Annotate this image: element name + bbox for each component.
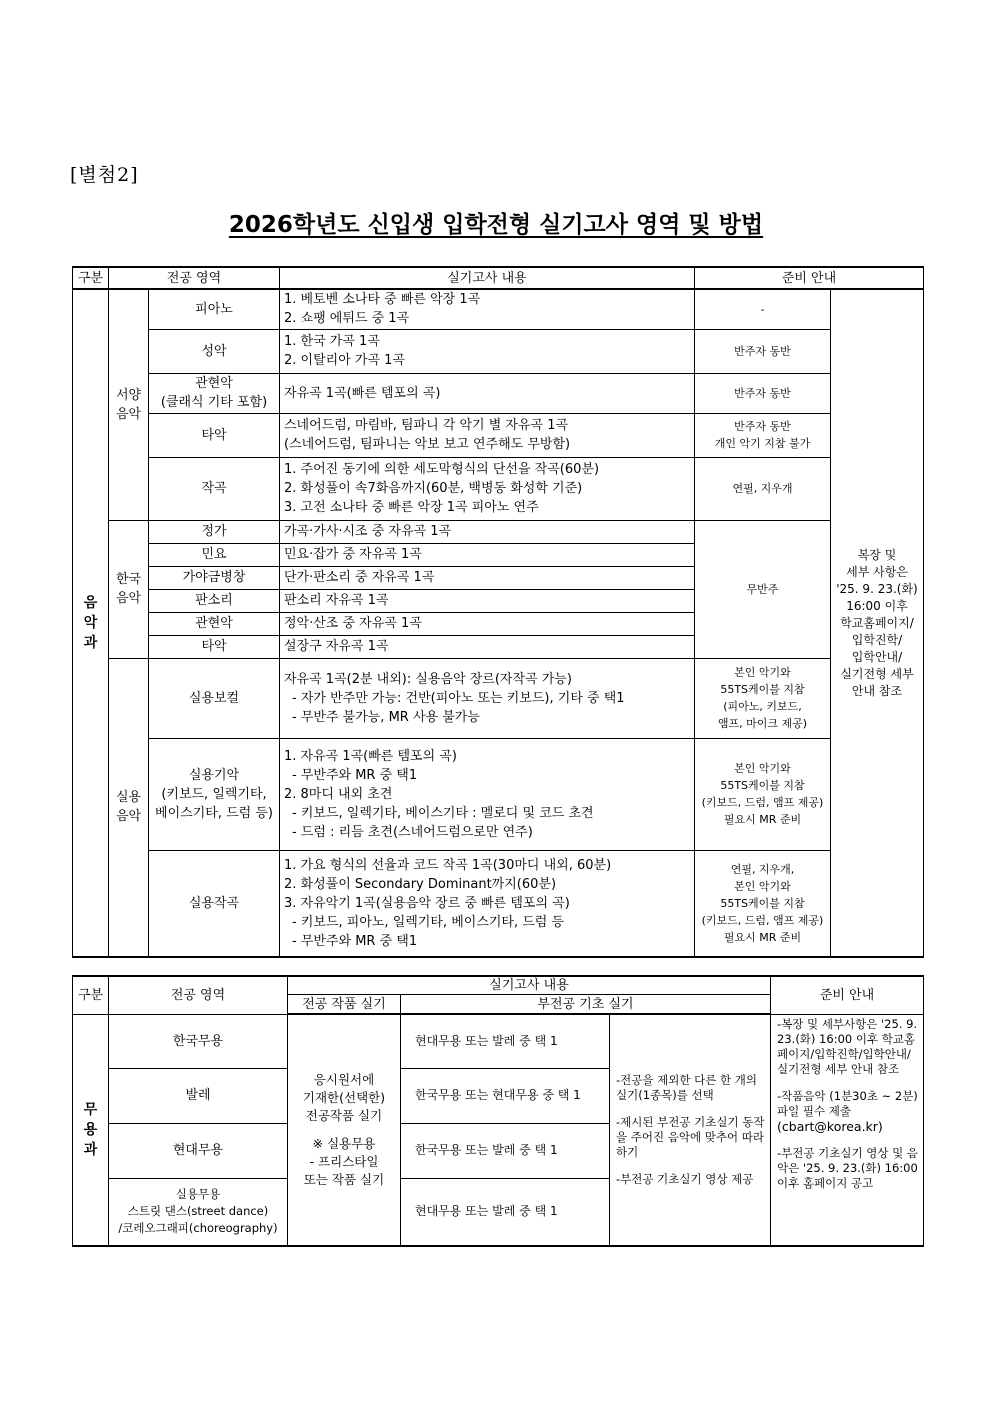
prep-line: 연필, 지우개,	[730, 862, 795, 876]
prep-cell	[695, 289, 831, 329]
group-label-line: 한국	[115, 572, 142, 587]
dance-exam-table	[72, 975, 924, 1247]
group-label	[109, 520, 149, 658]
content-line: - 자가 반주만 가능: 건반(피아노 또는 키보드), 기타 중 택1	[292, 690, 625, 706]
table-row	[73, 1014, 924, 1068]
table-row	[73, 850, 924, 957]
prep-line: -	[760, 302, 765, 316]
major-work-line: 또는 작품 실기	[303, 1172, 385, 1187]
prep-cell	[695, 850, 831, 957]
major-label: 정가	[201, 524, 227, 539]
major-label: 실용기악	[188, 767, 240, 783]
minor-note: -전공을 제외한 다른 한 개의 실기(1종목)를 선택	[616, 1073, 757, 1102]
content-line: - 무반주와 MR 중 택1	[292, 767, 418, 783]
dance-header-row-1	[73, 976, 924, 995]
major-label: 피아노	[195, 301, 233, 317]
content-line: 2. 화성풀이 속7화음까지(60분, 백병동 화성학 기준)	[284, 481, 583, 496]
major-work-line	[292, 1125, 396, 1135]
content-line: 자유곡 1곡(2분 내외): 실용음악 장르(자작곡 가능)	[284, 671, 572, 687]
prep-line: 반주자 동반	[734, 344, 791, 358]
content-cell	[280, 329, 695, 373]
prep-cell	[695, 658, 831, 738]
prep-cell	[695, 520, 831, 658]
content-line: 스네어드럼, 마림바, 팀파니 각 악기 별 자유곡 1곡	[284, 418, 569, 433]
content-line: 2. 8마디 내외 초견	[284, 786, 393, 802]
major-label: 실용보컬	[188, 690, 240, 706]
prep-cell	[695, 413, 831, 457]
prep-line: 개인 악기 지참 불가	[714, 437, 811, 450]
major-label: 발레	[185, 1088, 211, 1103]
major-cell	[149, 373, 280, 413]
minor-choice-cell: 현대무용 또는 발레 중 택 1	[401, 1014, 610, 1068]
content-line: 3. 자유악기 1곡(실용음악 장르 중 빠른 템포의 곡)	[284, 895, 570, 911]
major-work-line: - 프리스타일	[309, 1154, 379, 1169]
group-label-line: 서양	[115, 387, 142, 403]
content-line: 정악·산조 중 자유곡 1곡	[284, 616, 422, 631]
header-division: 구분	[73, 976, 109, 1014]
content-line: (스네어드럼, 팀파니는 악보 보고 연주해도 무방함)	[284, 437, 571, 452]
major-label: 실용무용	[175, 1187, 221, 1202]
content-line: 1. 주어진 동기에 의한 세도막형식의 단선을 작곡(60분)	[284, 462, 600, 477]
major-work-line: 응시원서에	[313, 1072, 375, 1087]
page-title: 2026학년도 신입생 입학전형 실기고사 영역 및 방법	[228, 212, 764, 238]
prep-line: 55TS케이블 지참	[720, 779, 805, 792]
notes-line: 16:00 이후	[846, 598, 908, 613]
minor-choice-cell: 한국무용 또는 현대무용 중 택 1	[401, 1068, 610, 1123]
prep-note: -작품음악 (1분30초 ~ 2분) 파일 필수 제출	[777, 1088, 918, 1118]
major-cell	[149, 850, 280, 957]
spacer	[777, 1077, 919, 1089]
major-label: 실용작곡	[188, 895, 240, 911]
content-line: 3. 고전 소나타 중 빠른 악장 1곡 피아노 연주	[284, 500, 539, 515]
department-label	[73, 289, 109, 957]
spacer	[777, 1134, 919, 1146]
major-label: /코레오그래피(choreography)	[118, 1221, 278, 1236]
department-char: 무	[83, 1101, 98, 1118]
major-label: 작곡	[201, 481, 227, 496]
prep-line: (키보드, 드럼, 앰프 제공)	[701, 796, 824, 809]
prep-line: 55TS케이블 지참	[720, 896, 805, 910]
major-cell	[149, 589, 280, 612]
major-cell	[149, 329, 280, 373]
header-content: 실기고사 내용	[288, 976, 771, 995]
content-cell	[280, 373, 695, 413]
major-cell	[109, 1068, 288, 1123]
prep-line: (키보드, 드럼, 앰프 제공)	[701, 913, 824, 927]
prep-line: 반주자 동반	[734, 386, 791, 400]
notes-line: 복장 및	[857, 547, 897, 562]
major-cell	[109, 1178, 288, 1246]
header-minor-basic: 부전공 기초 실기	[401, 995, 771, 1015]
major-label: 관현악	[195, 616, 233, 631]
department-char: 음	[83, 595, 98, 611]
table-row	[73, 738, 924, 850]
music-header-row	[73, 267, 924, 289]
content-cell	[280, 520, 695, 543]
content-cell	[280, 658, 695, 738]
content-cell	[280, 457, 695, 520]
prep-cell	[695, 457, 831, 520]
content-line: 판소리 자유곡 1곡	[284, 593, 389, 608]
major-work-line: ※ 실용무용	[312, 1136, 376, 1151]
header-major: 전공 영역	[109, 976, 288, 1014]
prep-note: (cbart@korea.kr)	[777, 1118, 883, 1134]
department-char: 악	[83, 615, 98, 631]
minor-notes-cell	[610, 1014, 771, 1246]
content-cell	[280, 566, 695, 589]
department-char: 용	[83, 1121, 98, 1138]
prep-note: -복장 및 세부사항은 '25. 9. 23.(화) 16:00 이후 학교홈페이지/입학진학/입학안내/실기전형 세부 안내 참조	[777, 1016, 918, 1076]
header-prep: 준비 안내	[771, 976, 924, 1014]
notes-line: 안내 참조	[851, 683, 903, 698]
music-exam-table	[72, 266, 924, 958]
major-label: 베이스기타, 드럼 등)	[155, 805, 273, 821]
minor-note: -제시된 부전공 기초실기 동작을 주어진 음악에 맞추어 따라 하기	[616, 1115, 765, 1159]
department-label	[73, 1014, 109, 1246]
major-label: (키보드, 일렉기타,	[161, 786, 267, 802]
table-row	[73, 329, 924, 373]
content-cell	[280, 543, 695, 566]
content-line: - 무반주 불가능, MR 사용 불가능	[292, 709, 480, 725]
content-line: 가곡·가사·시조 중 자유곡 1곡	[284, 524, 452, 539]
department-char: 과	[83, 635, 98, 651]
major-cell	[109, 1014, 288, 1068]
content-line: 1. 가요 형식의 선율과 코드 작곡 1곡(30마디 내외, 60분)	[284, 857, 612, 873]
major-label: 타악	[201, 427, 227, 443]
table-row	[73, 289, 924, 329]
content-line: - 무반주와 MR 중 택1	[292, 933, 418, 949]
notes-line: 입학안내/	[851, 649, 903, 664]
group-label-line: 음악	[115, 406, 142, 422]
prep-cell	[695, 738, 831, 850]
content-line: - 키보드, 일렉기타, 베이스기타 : 멜로디 및 코드 초견	[292, 805, 594, 821]
major-cell	[149, 413, 280, 457]
prep-line: 연필, 지우개	[732, 482, 793, 495]
notes-line: 세부 사항은	[846, 564, 908, 579]
table-row	[73, 658, 924, 738]
major-label: 민요	[201, 547, 227, 562]
major-cell	[149, 457, 280, 520]
major-cell	[149, 635, 280, 658]
major-label: (클래식 기타 포함)	[160, 395, 268, 410]
major-label: 한국무용	[172, 1033, 224, 1049]
content-line: 2. 쇼팽 에튀드 중 1곡	[284, 311, 410, 327]
music-notes	[831, 289, 924, 957]
content-cell	[280, 612, 695, 635]
minor-note: -부전공 기초실기 영상 제공	[616, 1172, 754, 1186]
dance-prep-cell	[771, 1014, 924, 1246]
header-major-work: 전공 작품 실기	[288, 995, 401, 1015]
header-division: 구분	[73, 267, 109, 289]
content-line: 1. 한국 가곡 1곡	[284, 334, 380, 349]
major-label: 현대무용	[172, 1143, 224, 1158]
major-work-line: 기재한(선택한)	[302, 1090, 386, 1105]
header-prep: 준비 안내	[695, 267, 924, 289]
group-label-line: 실용	[115, 790, 142, 806]
content-cell	[280, 635, 695, 658]
content-line: 1. 베토벤 소나타 중 빠른 악장 1곡	[284, 292, 481, 308]
prep-line: 앰프, 마이크 제공)	[717, 717, 808, 730]
content-line: 자유곡 1곡(빠른 템포의 곡)	[284, 385, 441, 401]
table-row	[73, 373, 924, 413]
minor-choice-cell: 한국무용 또는 발레 중 택 1	[401, 1123, 610, 1178]
content-cell	[280, 289, 695, 329]
header-major: 전공 영역	[109, 267, 280, 289]
prep-line: 필요시 MR 준비	[723, 930, 802, 944]
table-row	[73, 520, 924, 543]
major-work-line: 전공작품 실기	[305, 1108, 383, 1123]
department-char: 과	[83, 1141, 98, 1158]
major-cell	[149, 658, 280, 738]
major-cell	[109, 1123, 288, 1178]
table-row	[73, 457, 924, 520]
prep-line: 무반주	[746, 582, 779, 596]
major-cell	[149, 612, 280, 635]
content-cell	[280, 413, 695, 457]
content-line: 2. 이탈리아 가곡 1곡	[284, 353, 405, 368]
prep-line: 반주자 동반	[734, 420, 791, 433]
prep-cell	[695, 329, 831, 373]
major-label: 판소리	[195, 593, 233, 608]
major-label: 스트릿 댄스(street dance)	[127, 1204, 269, 1219]
major-work-cell	[288, 1014, 401, 1246]
prep-note: -부전공 기초실기 영상 및 음악은 '25. 9. 23.(화) 16:00 이후 홈페이지 공고	[777, 1145, 919, 1190]
content-line: - 키보드, 피아노, 일렉기타, 베이스기타, 드럼 등	[292, 914, 565, 930]
notes-line: 실기전형 세부	[840, 666, 914, 681]
notes-line: 입학진학/	[851, 632, 903, 647]
content-cell	[280, 850, 695, 957]
notes-line: 학교홈페이지/	[840, 615, 914, 630]
attachment-label: [별첨2]	[70, 164, 139, 186]
major-label: 성악	[201, 343, 227, 359]
major-cell	[149, 566, 280, 589]
prep-line: 55TS케이블 지참	[720, 683, 805, 696]
group-label	[109, 658, 149, 957]
content-line: 단가·판소리 중 자유곡 1곡	[284, 570, 435, 585]
prep-line: 본인 악기와	[734, 666, 791, 679]
major-label: 타악	[201, 639, 227, 654]
group-label-line: 음악	[115, 591, 142, 606]
major-cell	[149, 289, 280, 329]
spacer	[616, 1103, 766, 1115]
prep-line: 필요시 MR 준비	[723, 813, 802, 826]
group-label-line: 음악	[115, 809, 142, 825]
major-label: 관현악	[195, 376, 233, 391]
major-cell	[149, 543, 280, 566]
major-cell	[149, 738, 280, 850]
content-line: 민요·잡가 중 자유곡 1곡	[284, 547, 422, 562]
group-label	[109, 289, 149, 520]
header-content: 실기고사 내용	[280, 267, 695, 289]
content-cell	[280, 589, 695, 612]
spacer	[616, 1160, 766, 1172]
content-cell	[280, 738, 695, 850]
major-label: 가야금병창	[182, 570, 246, 585]
notes-line: '25. 9. 23.(화)	[836, 581, 918, 596]
content-line: 2. 화성풀이 Secondary Dominant까지(60분)	[284, 876, 557, 892]
content-line: 설장구 자유곡 1곡	[284, 639, 389, 654]
major-cell	[149, 520, 280, 543]
prep-line: 본인 악기와	[734, 762, 791, 775]
table-row	[73, 413, 924, 457]
prep-line: (피아노, 키보드,	[723, 700, 802, 713]
content-line: - 드럼 : 리듬 초견(스네어드럼으로만 연주)	[292, 824, 533, 840]
content-line: 1. 자유곡 1곡(빠른 템포의 곡)	[284, 748, 457, 764]
minor-choice-cell: 현대무용 또는 발레 중 택 1	[401, 1178, 610, 1246]
prep-cell	[695, 373, 831, 413]
prep-line: 본인 악기와	[734, 879, 791, 893]
